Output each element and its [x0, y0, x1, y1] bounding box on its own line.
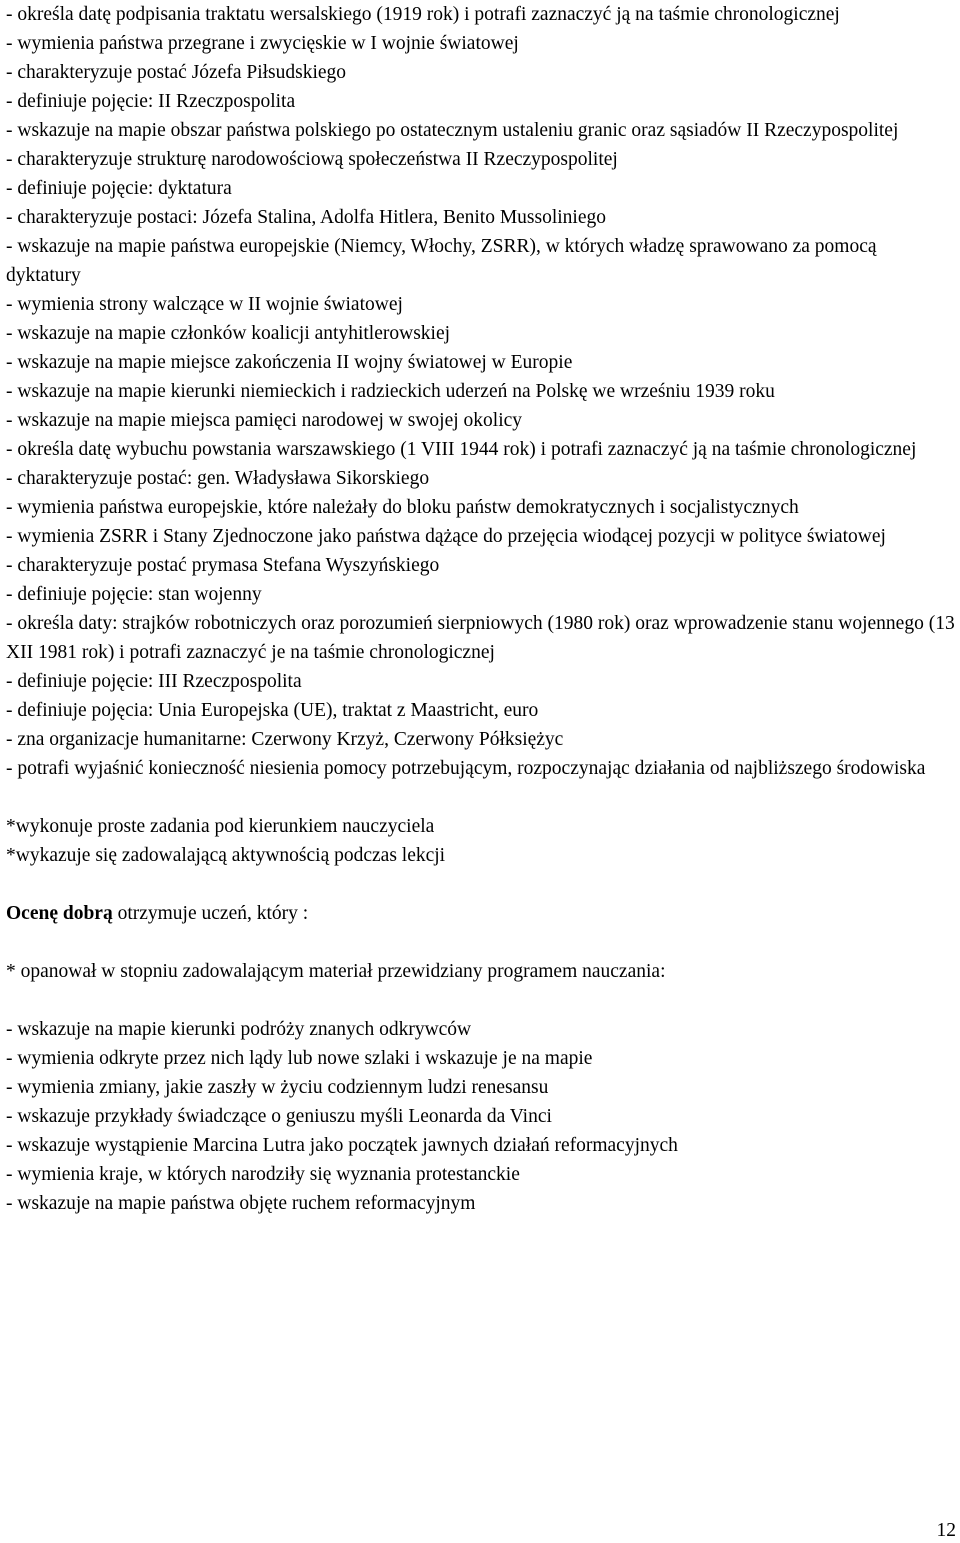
grade-heading	[6, 899, 956, 928]
list-item: - wymienia ZSRR i Stany Zjednoczone jako państwa dążące do przejęcia wiodącej pozycji w polityce światowej	[6, 526, 886, 547]
list-item: - charakteryzuje postać prymasa Stefana Wyszyńskiego	[6, 555, 440, 576]
list-item: - wskazuje na mapie kierunki niemieckich i radzieckich uderzeń na Polskę we wrześniu 1939 roku	[6, 381, 775, 402]
list-item: - wymienia państwa europejskie, które należały do bloku państw demokratycznych i socjalistycznych	[6, 497, 799, 518]
requirements-list-a	[6, 0, 956, 783]
list-item: - charakteryzuje postać: gen. Władysława Sikorskiego	[6, 468, 430, 489]
list-item: - wymienia zmiany, jakie zaszły w życiu codziennym ludzi renesansu	[6, 1077, 549, 1098]
list-item: - wskazuje na mapie państwa europejskie (Niemcy, Włochy, ZSRR), w których władzę sprawowano za pomocą dyktatury	[6, 236, 877, 286]
list-item: - charakteryzuje postaci: Józefa Stalina, Adolfa Hitlera, Benito Mussoliniego	[6, 207, 606, 228]
list-item: - wymienia kraje, w których narodziły się wyznania protestanckie	[6, 1164, 520, 1185]
list-item: - definiuje pojęcie: dyktatura	[6, 178, 232, 199]
requirement-statement: * opanował w stopniu zadowalającym materiał przewidziany programem nauczania:	[6, 961, 666, 982]
list-item: - charakteryzuje postać Józefa Piłsudskiego	[6, 62, 347, 83]
notes-block	[6, 812, 956, 870]
list-item: - określa daty: strajków robotniczych oraz porozumień sierpniowych (1980 rok) oraz wprowadzenie stanu wojennego (13 XII 1981 rok) i potrafi zaznaczyć je na taśmie chronologicznej	[6, 613, 955, 663]
list-item: - wskazuje na mapie członków koalicji antyhitlerowskiej	[6, 323, 451, 344]
grade-heading-bold: Ocenę dobrą	[6, 903, 113, 924]
note-item: *wykazuje się zadowalającą aktywnością podczas lekcji	[6, 845, 446, 866]
document-page	[6, 0, 956, 1218]
page-number: 12	[936, 1520, 956, 1541]
list-item: - definiuje pojęcie: II Rzeczpospolita	[6, 91, 296, 112]
list-item: - zna organizacje humanitarne: Czerwony Krzyż, Czerwony Półksiężyc	[6, 729, 564, 750]
list-item: - określa datę wybuchu powstania warszawskiego (1 VIII 1944 rok) i potrafi zaznaczyć ją na taśmie chronologicznej	[6, 439, 917, 460]
list-item: - wskazuje na mapie miejsca pamięci narodowej w swojej okolicy	[6, 410, 523, 431]
requirements-list-b	[6, 1015, 956, 1218]
list-item: - wskazuje przykłady świadczące o geniuszu myśli Leonarda da Vinci	[6, 1106, 552, 1127]
list-item: - charakteryzuje strukturę narodowościową społeczeństwa II Rzeczypospolitej	[6, 149, 618, 170]
note-item: *wykonuje proste zadania pod kierunkiem nauczyciela	[6, 816, 435, 837]
list-item: - definiuje pojęcie: stan wojenny	[6, 584, 262, 605]
list-item: - wskazuje na mapie państwa objęte ruchem reformacyjnym	[6, 1193, 476, 1214]
list-item: - definiuje pojęcie: III Rzeczpospolita	[6, 671, 302, 692]
list-item: - wskazuje na mapie obszar państwa polskiego po ostatecznym ustaleniu granic oraz sąsiadów II Rzeczypospolitej	[6, 120, 899, 141]
list-item: - wskazuje wystąpienie Marcina Lutra jako początek jawnych działań reformacyjnych	[6, 1135, 678, 1156]
list-item: - potrafi wyjaśnić konieczność niesienia pomocy potrzebującym, rozpoczynając działania od najbliższego środowiska	[6, 758, 926, 779]
list-item: - definiuje pojęcia: Unia Europejska (UE), traktat z Maastricht, euro	[6, 700, 539, 721]
list-item: - wskazuje na mapie kierunki podróży znanych odkrywców	[6, 1019, 472, 1040]
list-item: - wymienia państwa przegrane i zwycięskie w I wojnie światowej	[6, 33, 519, 54]
list-item: - określa datę podpisania traktatu wersalskiego (1919 rok) i potrafi zaznaczyć ją na taśmie chronologicznej	[6, 4, 840, 25]
list-item: - wymienia strony walczące w II wojnie światowej	[6, 294, 403, 315]
list-item: - wskazuje na mapie miejsce zakończenia II wojny światowej w Europie	[6, 352, 573, 373]
grade-heading-rest: otrzymuje uczeń, który :	[112, 903, 309, 924]
list-item: - wymienia odkryte przez nich lądy lub nowe szlaki i wskazuje je na mapie	[6, 1048, 593, 1069]
